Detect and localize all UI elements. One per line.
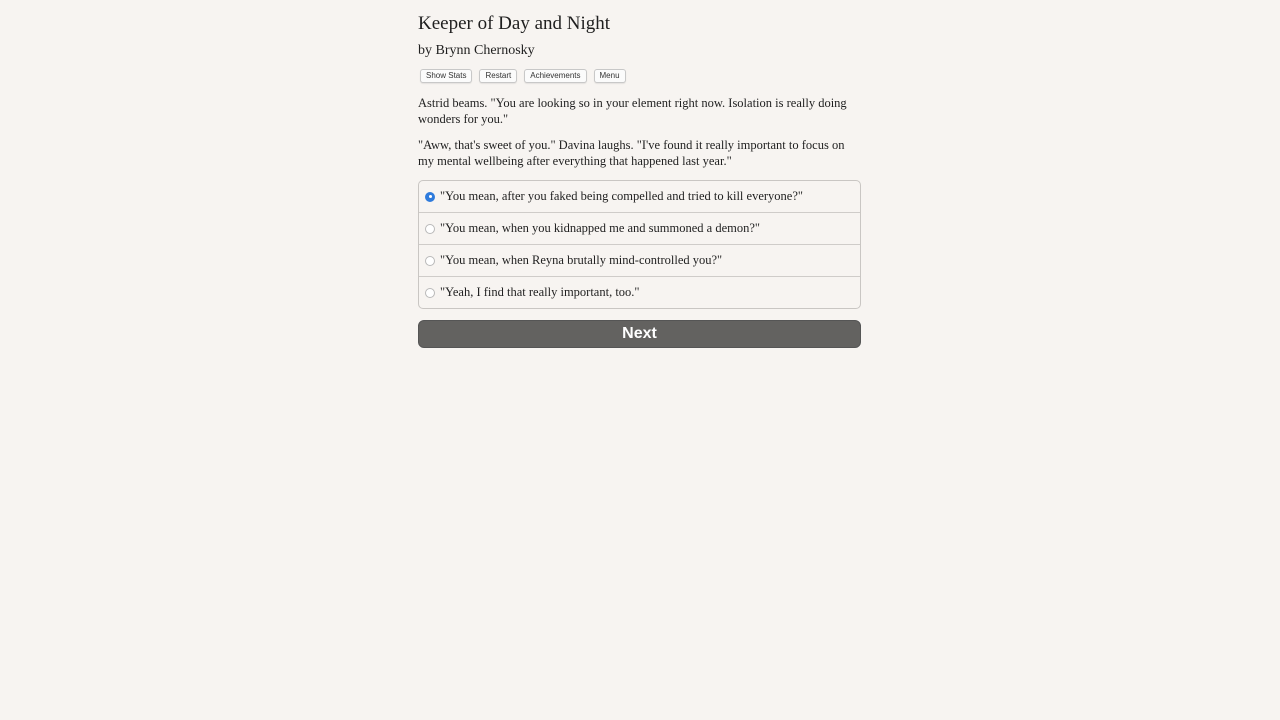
choice-option-4[interactable] [419, 276, 860, 308]
radio-unselected-icon[interactable] [425, 288, 435, 298]
radio-selected-icon[interactable] [425, 192, 435, 202]
game-container [418, 12, 861, 348]
choice-label: "You mean, after you faked being compelled and tried to kill everyone?" [440, 189, 803, 203]
choice-label: "You mean, when Reyna brutally mind-controlled you?" [440, 253, 723, 267]
achievements-button[interactable]: Achievements [524, 69, 586, 83]
story-paragraph: "Aww, that's sweet of you." Davina laughs. "I've found it really important to focus on my mental wellbeing after everything that happened last year." [418, 138, 845, 168]
restart-button[interactable]: Restart [479, 69, 517, 83]
show-stats-button[interactable]: Show Stats [420, 69, 472, 83]
choice-option-2[interactable] [419, 212, 860, 244]
radio-unselected-icon[interactable] [425, 256, 435, 266]
author-byline: by Brynn Chernosky [418, 43, 535, 58]
game-title: Keeper of Day and Night [418, 13, 611, 34]
choice-option-1[interactable] [419, 181, 860, 212]
next-button[interactable]: Next [418, 320, 861, 348]
choice-option-3[interactable] [419, 244, 860, 276]
story-paragraph: Astrid beams. "You are looking so in your element right now. Isolation is really doing wonders for you." [418, 96, 847, 126]
choice-label: "Yeah, I find that really important, too." [440, 285, 640, 299]
radio-unselected-icon[interactable] [425, 224, 435, 234]
toolbar [418, 69, 861, 83]
choice-list [418, 180, 861, 309]
choice-label: "You mean, when you kidnapped me and summoned a demon?" [440, 221, 760, 235]
menu-button[interactable]: Menu [594, 69, 626, 83]
